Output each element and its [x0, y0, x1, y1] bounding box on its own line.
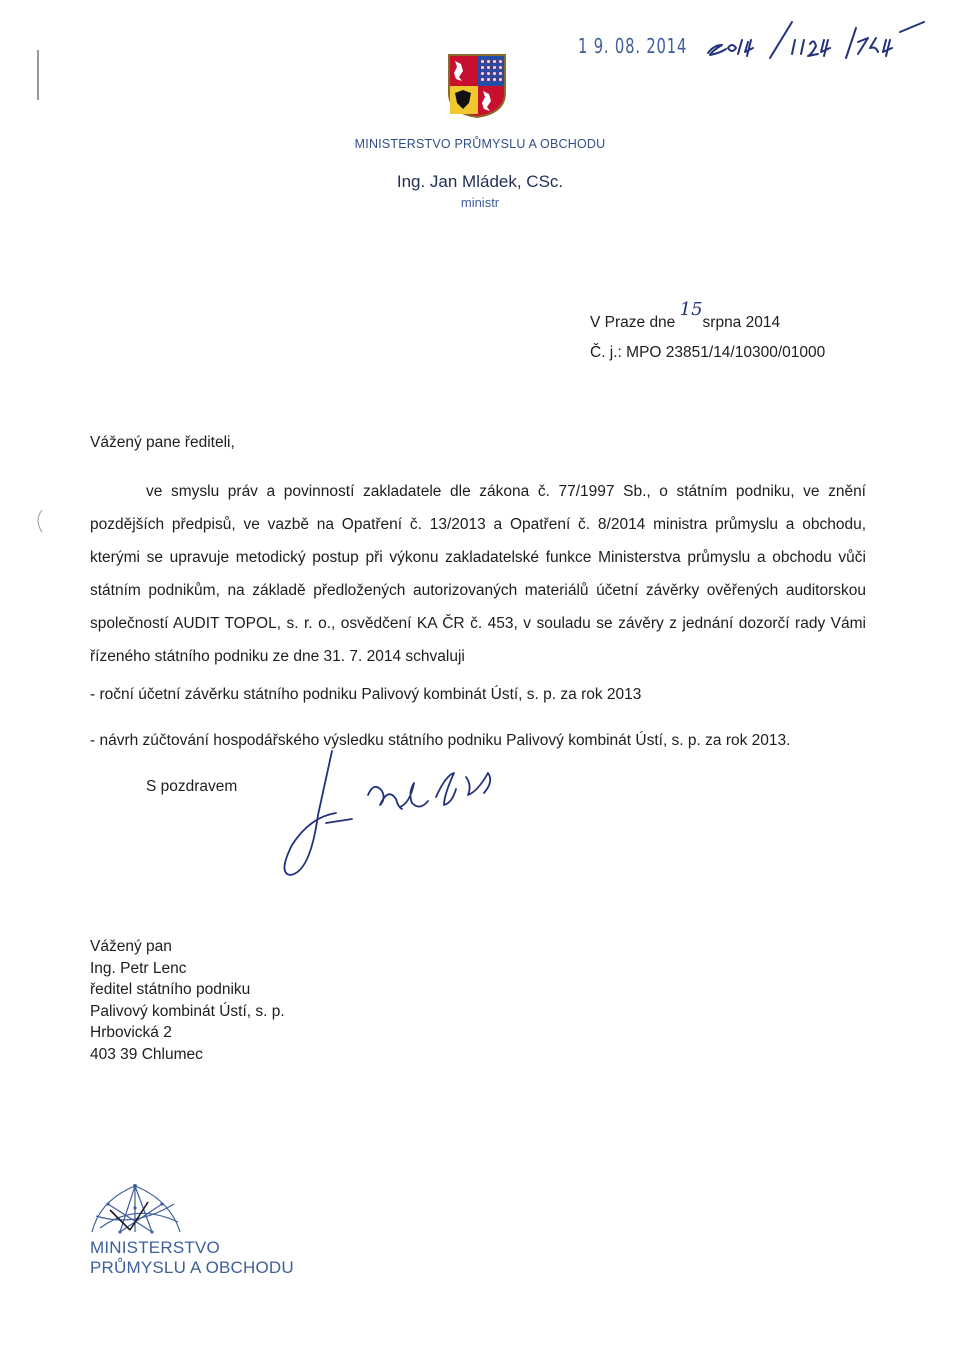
- reference-number: Č. j.: MPO 23851/14/10300/01000: [590, 344, 826, 361]
- recipient-address: [90, 936, 285, 1066]
- recipient-line: 403 39 Chlumec: [90, 1045, 203, 1063]
- handwritten-reference: [700, 18, 930, 73]
- date-prefix: V Praze dne: [590, 314, 676, 331]
- czech-coat-of-arms-icon: [447, 53, 507, 119]
- handwritten-signature: [270, 745, 540, 885]
- letter-date: [590, 299, 781, 332]
- salutation: Vážený pane řediteli,: [90, 434, 235, 451]
- ministry-logo-text: [90, 1238, 294, 1278]
- minister-name: Ing. Jan Mládek, CSc.: [396, 172, 564, 191]
- logo-line-1: MINISTERSTVO: [90, 1238, 220, 1257]
- date-suffix: srpna 2014: [702, 314, 781, 331]
- received-date-stamp: 1 9. 08. 2014: [578, 34, 688, 58]
- ministry-header: MINISTERSTVO PRŮMYSLU A OBCHODU: [354, 137, 606, 151]
- minister-role: ministr: [460, 195, 500, 210]
- recipient-line: Vážený pan: [90, 938, 172, 955]
- recipient-line: Palivový kombinát Ústí, s. p.: [90, 1002, 285, 1020]
- letter-body: ve smyslu práv a povinností zakladatele dle zákona č. 77/1997 Sb., o státním podniku, ve znění pozdějších předpisů, ve vazbě na Opatření č. 13/2013 a Opatření č. 8/2014 ministra průmyslu a obchodu, kterými se upravuje metodický postup při výkonu zakladatelské funkce Ministerstva průmyslu a obchodu vůči státním podnikům, na základě předložených autorizovaných materiálů účetní závěrky ověřených auditorskou společností AUDIT TOPOL, s. r. o., osvědčení KA ČR č. 453, v souladu se závěry z jednání dozorčí rady Vámi řízeného státního podniku ze dne 31. 7. 2014 schvaluji: [90, 483, 866, 665]
- mpo-globe-logo-icon: [90, 1182, 185, 1234]
- date-day-handwritten: 15: [679, 299, 703, 320]
- recipient-line: ředitel státního podniku: [90, 981, 251, 999]
- approval-item-1: - roční účetní závěrku státního podniku Palivový kombinát Ústí, s. p. za rok 2013: [90, 686, 642, 703]
- recipient-line: Ing. Petr Lenc: [90, 959, 187, 977]
- closing-greeting: S pozdravem: [146, 778, 238, 795]
- recipient-line: Hrbovická 2: [90, 1024, 172, 1042]
- logo-line-2: PRŮMYSLU A OBCHODU: [90, 1258, 294, 1277]
- approval-item-2: - návrh zúčtování hospodářského výsledku státního podniku Palivový kombinát Ústí, s. p. za rok 2013.: [90, 732, 791, 749]
